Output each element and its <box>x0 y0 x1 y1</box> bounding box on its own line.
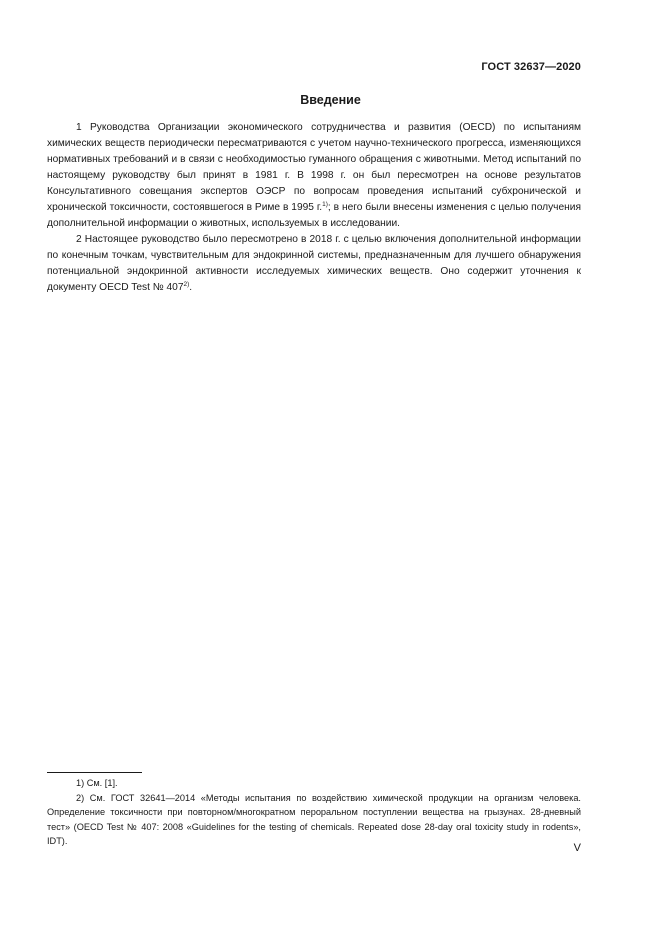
footnote-2: 2) См. ГОСТ 32641—2014 «Методы испытания по воздействию химической продукции на организм человека. Определение токсичности при повторном/многократном пероральном поступлении вещества на грызунах. 28-дневный тест» (OECD Test № 407: 2008 «Guidelines for the testing of chemicals. Repeated dose 28-day oral toxicity study in rodents», IDT). <box>47 792 581 846</box>
footnote-ref-1: 1) <box>322 201 328 208</box>
paragraph-2 <box>47 232 581 296</box>
page-number: V <box>573 842 581 854</box>
introduction-body <box>47 120 581 296</box>
paragraph-1-text-cont: ; в него были внесены изменения с целью получения дополнительной информации о животных, используемых в исследовании. <box>47 202 581 229</box>
paragraph-2-text: 2 Настоящее руководство было пересмотрено в 2018 г. с целью включения дополнительной информации по конечным точкам, чувствительным для эндокринной системы, предназначенным для лучшего обнаружения потенциальной эндокринной активности исследуемых химических веществ. Оно содержит уточнения к документу OECD Test № 407 <box>47 234 581 293</box>
footnote-1: 1) См. [1]. <box>76 778 118 788</box>
paragraph-1 <box>47 120 581 232</box>
footnote-ref-2: 2) <box>183 281 190 288</box>
section-title: Введение <box>300 93 361 107</box>
document-code: ГОСТ 32637—2020 <box>481 61 581 73</box>
paragraph-2-text-cont: . <box>189 282 193 293</box>
footnotes <box>47 776 581 849</box>
paragraph-1-text: 1 Руководства Организации экономического сотрудничества и развития (OECD) по испытаниям химических веществ периодически пересматриваются с учетом научно-технического прогресса, изменяющихся нормативных требований и в связи с необходимостью гуманного обращения с животными. Метод испытаний по настоящему руководству был принят в 1981 г. В 1998 г. он был пересмотрен на основе результатов Консультативного совещания экспертов ОЭСР по вопросам проведения испытаний субхронической и хронической токсичности, состоявшегося в Риме в 1995 г. <box>47 122 581 213</box>
footnote-separator <box>47 772 142 773</box>
